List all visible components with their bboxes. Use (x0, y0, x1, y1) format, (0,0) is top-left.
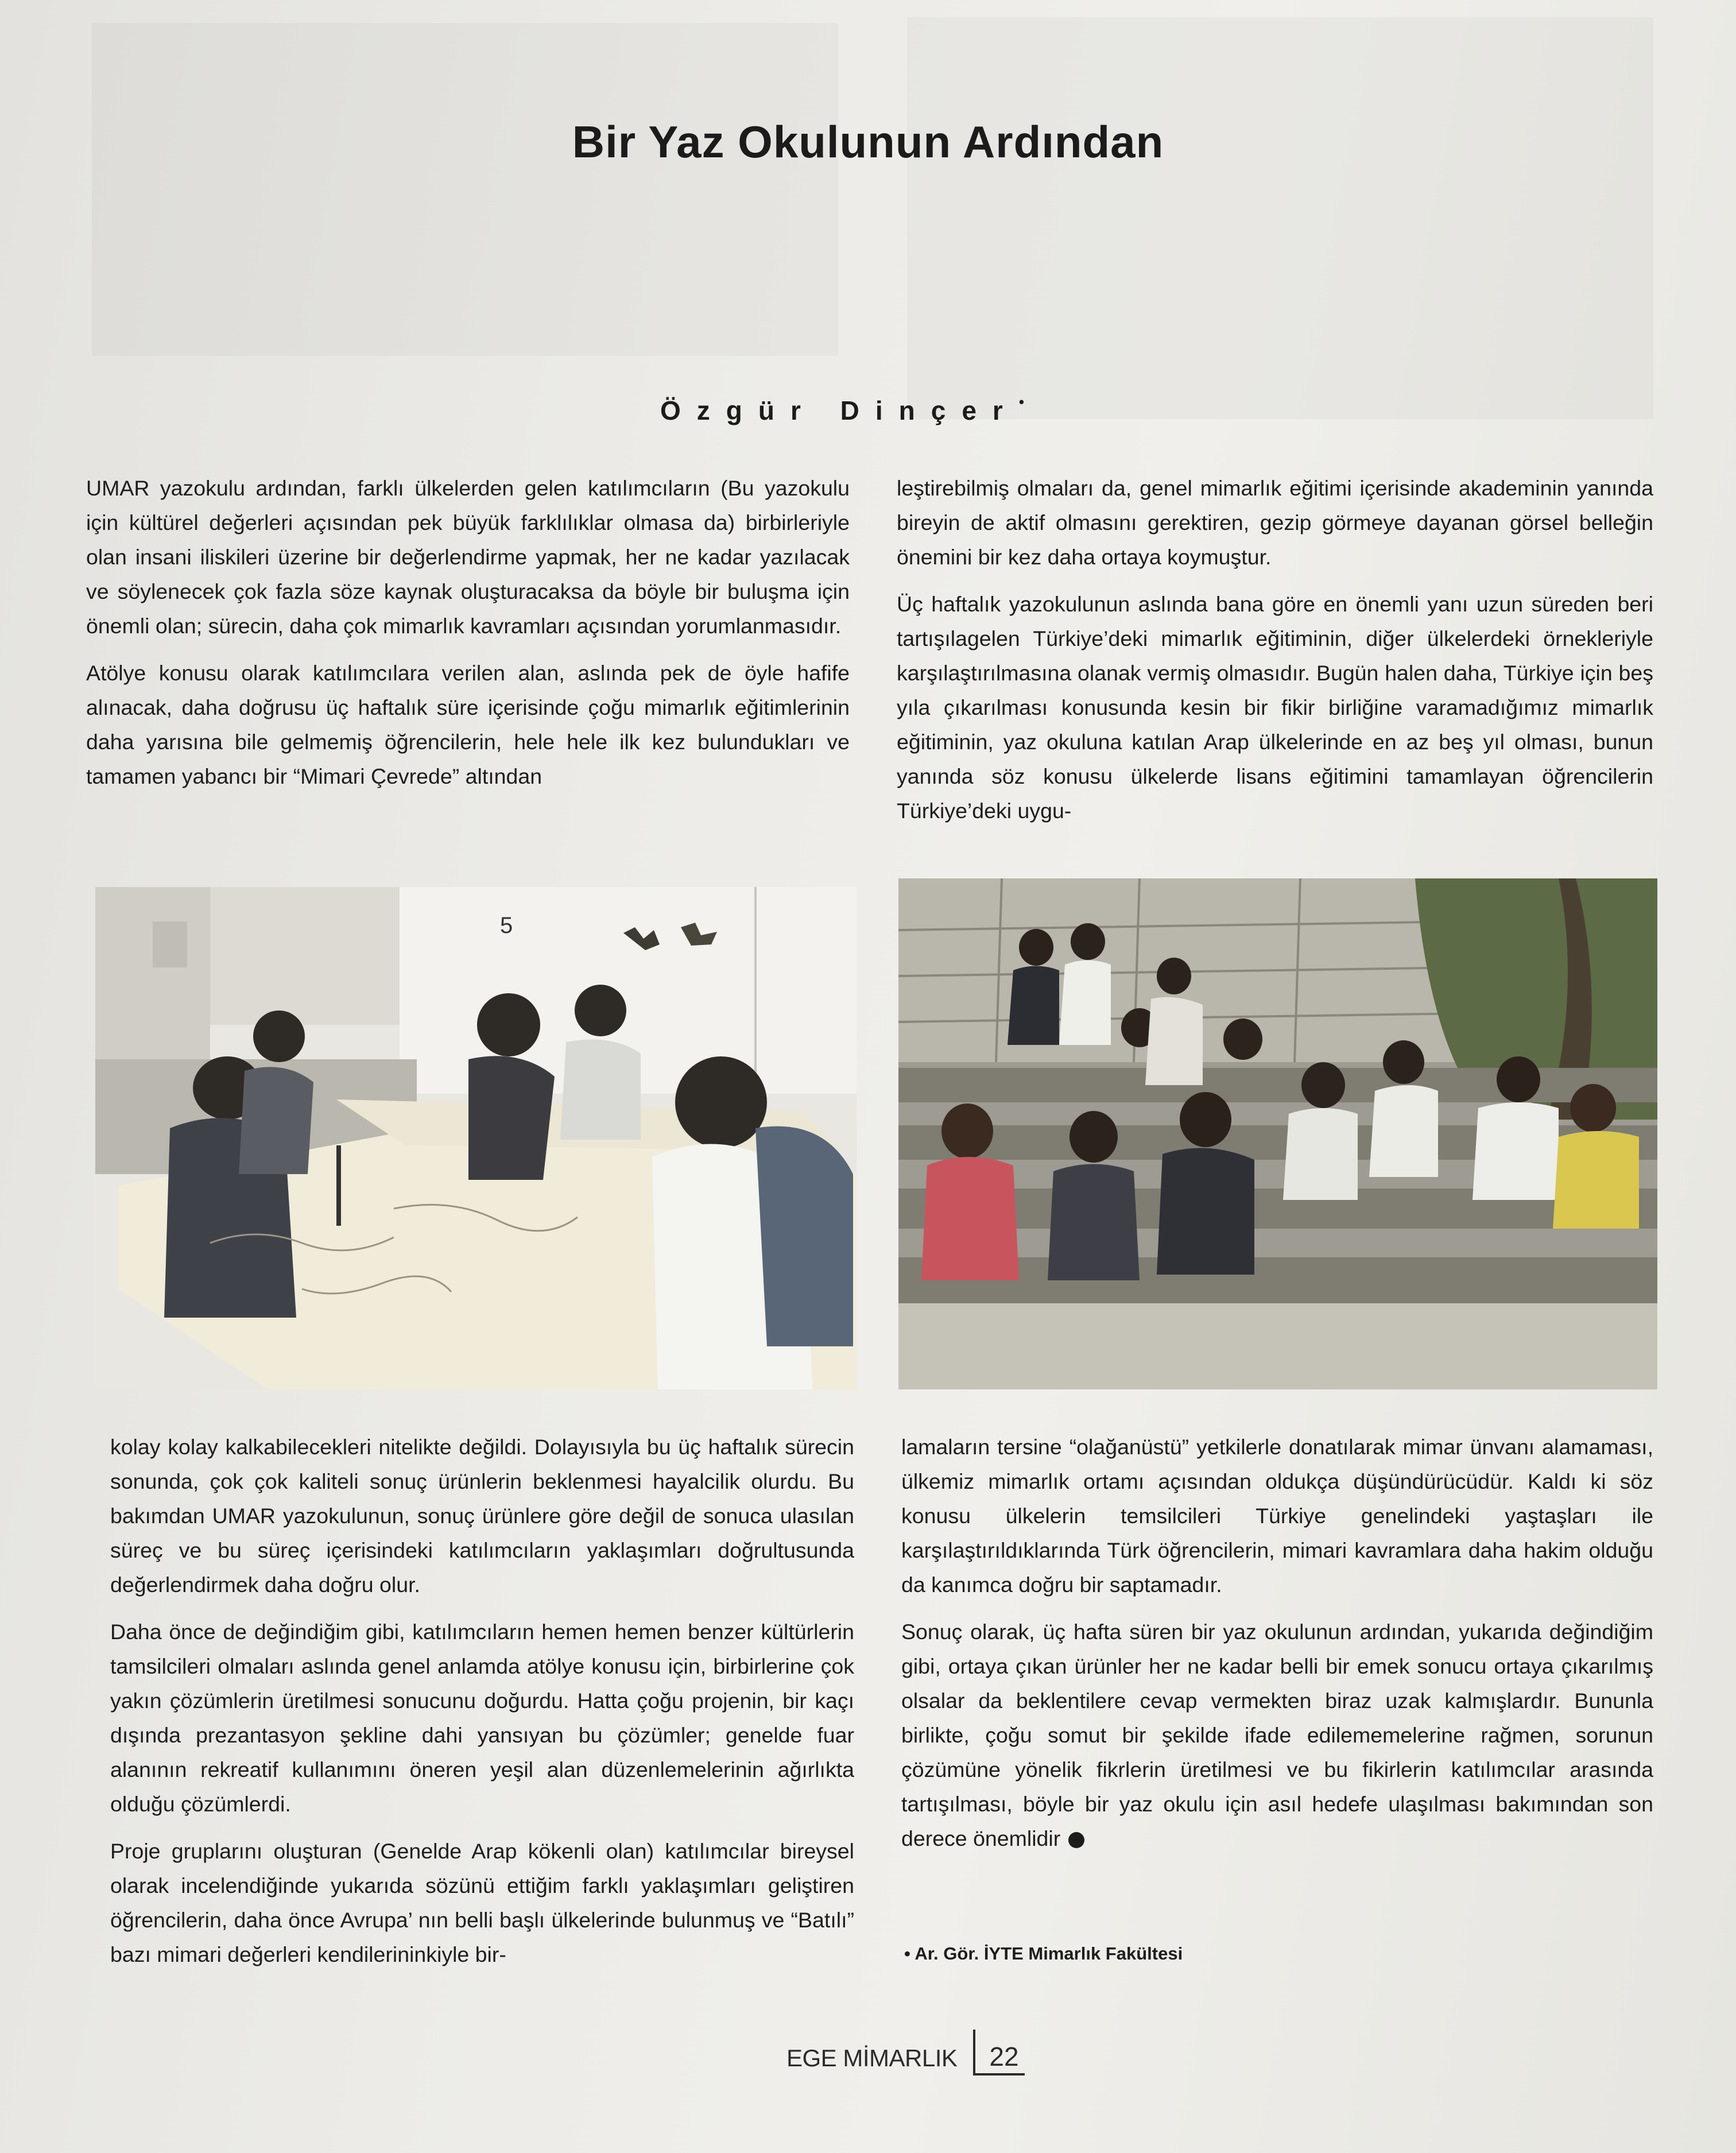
paragraph: leştirebilmiş olmaları da, genel mimarlık eğitimi içerisinde akademinin yanında bireyin de aktif olmasını gerektiren, gezip görmeye dayanan görsel belleğin önemini bir kez daha ortaya koymuştur. (897, 476, 1653, 569)
column-top-left (86, 471, 850, 806)
author-name (660, 393, 1024, 426)
paragraph: Proje gruplarını oluşturan (Genelde Arap kökenli olan) katılımcılar bireysel olarak incelendiğinde yukarıda sözünü ettiğim farklı yaklaşımları geliştiren öğrencilerin, daha önce Avrupa’ nın belli başlı ülkelerinde bulunmuş ve “Batılı” bazı mimari değerleri kendilerininkiyle bir- (110, 1839, 854, 1966)
workshop-photo-illustration (95, 887, 857, 1389)
paragraph: Atölye konusu olarak katılımcılara verilen alan, aslında pek de öyle hafife alınacak, daha doğrusu üç haftalık süre içerisinde çoğu mimarlık eğitimlerinin daha yarısına bile gelmemiş öğrencilerin, hele hele ilk kez bulundukları ve tamamen yabancı bir “Mimari Çevrede” altından (86, 661, 850, 788)
group-photo-illustration (898, 878, 1657, 1389)
end-of-article-mark (1068, 1832, 1084, 1848)
paragraph: Üç haftalık yazokulunun aslında bana göre en önemli yanı uzun süreden beri tartışılagelen Türkiye’deki mimarlık eğitiminin, diğer ülkelerdeki örnekleriyle karşılaştırılmasına olanak vermiş olmasıdır. Bugün halen daha, Türkiye için beş yıla çıkarılması konusunda kesin bir fikir birliğine varamadığımız mimarlık eğitiminin, yaz okuluna katılan Arap ülkelerinde en az beş yıl olması, bunun yanında söz konusu ülkelerde lisans eğitimini tamamlayan öğrencilerin Türkiye’deki uygu- (897, 592, 1653, 823)
page-number: 22 (973, 2030, 1024, 2075)
column-bottom-right (901, 1430, 1653, 1868)
author-footnote: • Ar. Gör. İYTE Mimarlık Fakültesi (904, 1943, 1183, 1964)
paragraph: kolay kolay kalkabilecekleri nitelikte değildi. Dolayısıyla bu üç haftalık sürecin sonunda, çok çok kaliteli sonuç ürünlerin beklenmesi hayalcilik olurdu. Bu bakımdan UMAR yazokulunun, sonuç ürünlere göre değil de sonuca ulasılan süreç ve bu süreç içerisindeki katılımcıların yaklaşımları doğrultusunda değerlendirmek daha doğru olur. (110, 1435, 854, 1597)
bleed-through-shadow (92, 23, 838, 356)
author-name-text: Özgür Dinçer (660, 396, 1019, 425)
column-bottom-left (110, 1430, 854, 1984)
paragraph: Daha önce de değindiğim gibi, katılımcıların hemen hemen benzer kültürlerin tamsilcileri olmaları aslında genel anlamda atölye konusu için, birbirlerine çok yakın çözümlerin üretilmesi sonucunu doğurdu. Hatta çoğu projenin, bir kaçı dışında prezantasyon şekline dahi yansıyan bu çözümler; genelde fuar alanının rekreatif kullanımını öneren yeşil alan düzenlemelerinin ağırlıkta olduğu çözümlerdi. (110, 1620, 854, 1816)
article-title: Bir Yaz Okulunun Ardından (572, 117, 1164, 168)
paragraph: UMAR yazokulu ardından, farklı ülkelerden gelen katılımcıların (Bu yazokulu için kültürel değerleri açısından pek büyük farklılıklar olmasa da) birbirleriyle olan insani iliskileri üzerine bir değerlendirme yapmak, her ne kadar yazılacak ve söylenecek çok fazla söze kaynak oluşturacaksa da böyle bir buluşma için önemli olan; sürecin, daha çok mimarlık kavramları açısından yorumlanmasıdır. (86, 476, 850, 638)
bleed-through-shadow (907, 17, 1653, 419)
group-photo (898, 878, 1657, 1389)
paragraph-final-text: Sonuç olarak, üç hafta süren bir yaz okulunun ardından, yukarıda değindiğim gibi, ortaya çıkan ürünler her ne kadar belli bir emek sonucu ortaya çıkarılmış olsalar da beklentilere cevap vermekten biraz uzak kalmışlardır. Bununla birlikte, çoğu somut bir şekilde ifade edilememelerine rağmen, sorunun çözümüne yönelik fikrlerin üretilmesi ve bu fikirlerin katılımcılar arasında tartışılması, böyle bir yaz okulu için asıl hedefe ulaşılması bakımından son derece önemlidir (901, 1620, 1653, 1850)
magazine-name: EGE MİMARLIK (786, 2044, 958, 2071)
column-top-right (897, 471, 1653, 841)
paragraph-final (901, 1614, 1653, 1856)
workshop-sign-number: 5 (500, 913, 513, 938)
workshop-photo (95, 887, 857, 1389)
author-footnote-mark: • (1018, 393, 1024, 411)
paragraph: lamaların tersine “olağanüstü” yetkilerle donatılarak mimar ünvanı alamaması, ülkemiz mimarlık ortamı açısından oldukça düşündürücüdür. Kaldı ki söz konusu ülkelerin temsilcileri Türkiye genelindeki yaştaşları ile karşılaştırıldıklarında Türk öğrencilerin, mimari kavramlara daha hakim olduğu da kanımca doğru bir saptamadır. (901, 1435, 1653, 1597)
page-footer (786, 2030, 1025, 2075)
